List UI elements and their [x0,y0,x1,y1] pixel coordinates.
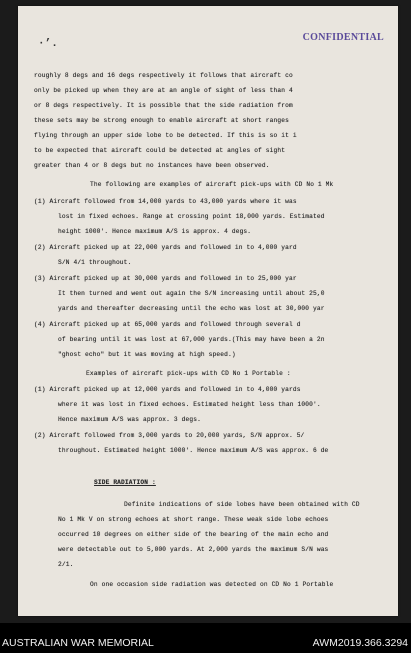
marginal-marks: ·’. [38,38,58,50]
text-line: On one occasion side radiation was detected on CD No 1 Portable [90,581,334,588]
archive-footer [0,623,411,653]
text-line: It then turned and went out again the S/N increasing until about 25,0 [58,290,325,297]
text-line: lost in fixed echoes. Range at crossing point 18,000 yards. Estimated [58,213,325,220]
text-line: height 1000'. Hence maximum A/S is approx. 4 degs. [58,228,252,235]
text-line: S/N 4/1 throughout. [58,259,132,266]
text-line: these sets may be strong enough to enable aircraft at short ranges [34,117,289,124]
footer-institution: AUSTRALIAN WAR MEMORIAL [2,637,154,649]
text-line: No 1 Mk V on strong echoes at short range. These weak side lobe echoes [58,516,329,523]
text-line: yards and thereafter decreasing until the echo was lost at 30,000 yar [58,305,325,312]
text-line: to be expected that aircraft could be detected at angles of sight [34,147,286,154]
text-line: 2/1. [58,561,74,568]
list-item: (3) Aircraft picked up at 30,000 yards and followed in to 25,000 yar [34,275,297,282]
list-item: (4) Aircraft picked up at 65,000 yards and followed through several d [34,321,301,328]
list-item: (2) Aircraft followed from 3,000 yards to 20,000 yards, S/N approx. 5/ [34,432,305,439]
footer-accession-number: AWM2019.366.3294 [312,637,408,649]
text-line: greater than 4 or 8 degs but no instances have been observed. [34,162,270,169]
text-line: of bearing until it was lost at 67,000 yards.(This may have been a 2n [58,336,325,343]
list-item: (1) Aircraft picked up at 12,000 yards and followed in to 4,000 yards [34,386,301,393]
confidential-stamp: CONFIDENTIAL [302,32,384,43]
text-line: throughout. Estimated height 1000'. Hence maximum A/S was approx. 6 de [58,447,329,454]
text-line: were detectable out to 5,000 yards. At 2,000 yards the maximum S/N was [58,546,329,553]
list-item: (1) Aircraft followed from 14,000 yards to 43,000 yards where it was [34,198,297,205]
text-line: roughly 8 degs and 16 degs respectively it follows that aircraft co [34,72,293,79]
text-line: Definite indications of side lobes have been obtained with CD [124,501,360,508]
text-line: or 8 degs respectively. It is possible that the side radiation from [34,102,293,109]
text-line: Examples of aircraft pick-ups with CD No 1 Portable : [86,370,291,377]
text-line: Hence maximum A/S was approx. 3 degs. [58,416,201,423]
list-item: (2) Aircraft picked up at 22,000 yards and followed in to 4,000 yard [34,244,297,251]
text-line: occurred 10 degrees on either side of the bearing of the main echo and [58,531,329,538]
text-line: The following are examples of aircraft pick-ups with CD No 1 Mk [90,181,334,188]
text-line: flying through an upper side lobe to be detected. If this is so it i [34,132,297,139]
text-line: "ghost echo" but it was moving at high speed.) [58,351,236,358]
document-page [18,6,398,616]
text-line: only be picked up when they are at an angle of sight of less than 4 [34,87,293,94]
section-heading: SIDE RADIATION : [94,479,156,486]
text-line: where it was lost in fixed echoes. Estimated height less than 1000'. [58,401,321,408]
